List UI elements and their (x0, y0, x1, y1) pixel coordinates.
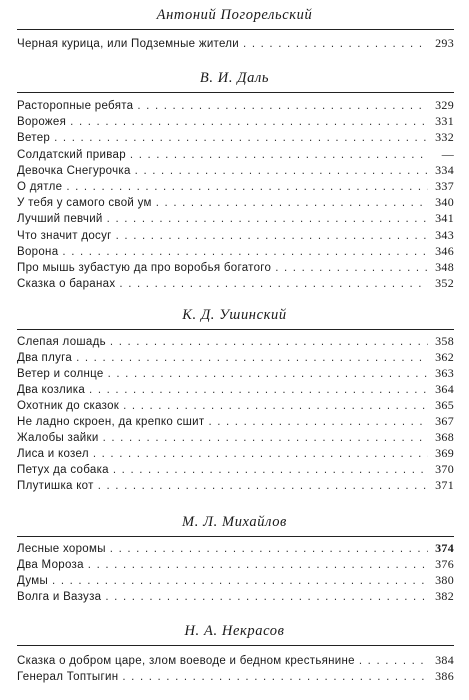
entry-page: 362 (435, 350, 454, 364)
entry-page: 376 (435, 557, 454, 571)
section-divider (17, 92, 454, 93)
toc-entry (17, 381, 454, 397)
leader-dots (103, 430, 428, 446)
leader-dots (243, 36, 428, 52)
entry-page: 329 (435, 98, 454, 112)
entry-title: Ветер (17, 132, 51, 144)
entry-title: Солдатский привар (17, 149, 126, 161)
entry-title: Два плуга (17, 352, 73, 364)
toc-entry (17, 397, 454, 413)
leader-dots (123, 398, 428, 414)
entry-title: Генерал Топтыгин (17, 671, 119, 683)
leader-dots (76, 350, 428, 366)
leader-dots (122, 669, 428, 685)
leader-dots (135, 163, 428, 179)
leader-dots (116, 228, 428, 244)
section-divider (17, 536, 454, 537)
leader-dots (108, 366, 428, 382)
entry-page: 332 (435, 130, 454, 144)
entry-title: Два козлика (17, 384, 86, 396)
entry-page: 337 (435, 179, 454, 193)
toc-entry (17, 572, 454, 588)
entry-title: Ветер и солнце (17, 368, 104, 380)
toc-entry (17, 146, 454, 162)
toc-entry (17, 97, 454, 113)
toc-entry (17, 129, 454, 145)
entry-title: Жалобы зайки (17, 432, 99, 444)
author-heading-pogorelsky: Антоний Погорельский (156, 7, 313, 23)
entry-page: 386 (435, 669, 454, 683)
author-heading-mikhailov: М. Л. Михайлов (182, 514, 287, 530)
toc-entry (17, 461, 454, 477)
leader-dots (110, 541, 428, 557)
leader-dots (105, 589, 428, 605)
entry-title: Плутишка кот (17, 480, 94, 492)
entry-title: Лучший певчий (17, 213, 103, 225)
entry-page: 340 (435, 195, 454, 209)
entry-page: 365 (435, 398, 454, 412)
leader-dots (62, 244, 428, 260)
entry-title: Лиса и козел (17, 448, 89, 460)
entry-page: 334 (435, 163, 454, 177)
leader-dots (107, 211, 428, 227)
toc-entry (17, 556, 454, 572)
toc-entry (17, 162, 454, 178)
section-divider (17, 29, 454, 30)
entry-page: 370 (435, 462, 454, 476)
entry-title: Лесные хоромы (17, 543, 106, 555)
leader-dots (98, 478, 428, 494)
entry-page: 293 (435, 36, 454, 50)
entry-page: 374 (435, 541, 454, 555)
entry-page: — (441, 147, 454, 161)
toc-entry (17, 413, 454, 429)
toc-entry (17, 540, 454, 556)
entry-title: Слепая лошадь (17, 336, 106, 348)
leader-dots (89, 382, 428, 398)
entry-page: 384 (435, 653, 454, 667)
entry-page: 343 (435, 228, 454, 242)
entry-page: 352 (435, 276, 454, 290)
entry-title: У тебя у самого свой ум (17, 197, 152, 209)
toc-entry (17, 275, 454, 291)
entry-page: 380 (435, 573, 454, 587)
leader-dots (88, 557, 428, 573)
toc-entry (17, 477, 454, 493)
leader-dots (275, 260, 428, 276)
toc-entry (17, 194, 454, 210)
leader-dots (137, 98, 428, 114)
toc-entry (17, 429, 454, 445)
leader-dots (52, 573, 428, 589)
entry-title: Ворожея (17, 116, 67, 128)
author-heading-dal: В. И. Даль (199, 70, 270, 86)
toc-entry (17, 588, 454, 604)
toc-entry (17, 227, 454, 243)
entry-page: 346 (435, 244, 454, 258)
entry-page: 341 (435, 211, 454, 225)
leader-dots (119, 276, 428, 292)
entry-page: 348 (435, 260, 454, 274)
toc-entry (17, 445, 454, 461)
toc-entry (17, 243, 454, 259)
entry-title: Черная курица, или Подземные жители (17, 38, 240, 50)
toc-entry (17, 333, 454, 349)
entry-title: Не ладно скроен, да крепко сшит (17, 416, 205, 428)
leader-dots (359, 653, 428, 669)
leader-dots (66, 179, 428, 195)
entry-title: Сказка о баранах (17, 278, 116, 290)
entry-title: Два Мороза (17, 559, 84, 571)
entry-title: Сказка о добром царе, злом воеводе и бедном крестьянине (17, 655, 355, 667)
toc-entry (17, 668, 454, 684)
toc-entry (17, 113, 454, 129)
leader-dots (130, 147, 428, 163)
toc-entry (17, 35, 454, 51)
entry-page: 368 (435, 430, 454, 444)
entry-title: Ворона (17, 246, 59, 258)
toc-entry (17, 349, 454, 365)
entry-page: 367 (435, 414, 454, 428)
entry-page: 358 (435, 334, 454, 348)
entry-title: О дятле (17, 181, 63, 193)
leader-dots (156, 195, 428, 211)
toc-entry (17, 652, 454, 668)
toc-entry (17, 259, 454, 275)
entry-page: 382 (435, 589, 454, 603)
entry-title: Расторопные ребята (17, 100, 134, 112)
leader-dots (110, 334, 428, 350)
entry-title: Что значит досуг (17, 230, 112, 242)
entry-title: Думы (17, 575, 49, 587)
entry-page: 371 (435, 478, 454, 492)
leader-dots (54, 130, 428, 146)
entry-page: 364 (435, 382, 454, 396)
section-divider (17, 329, 454, 330)
entry-title: Волга и Вазуза (17, 591, 102, 603)
toc-entry (17, 178, 454, 194)
leader-dots (93, 446, 428, 462)
section-divider (17, 645, 454, 646)
toc-entry (17, 365, 454, 381)
leader-dots (70, 114, 428, 130)
leader-dots (113, 462, 428, 478)
author-heading-ushinsky: К. Д. Ушинский (182, 307, 287, 323)
toc-entry (17, 210, 454, 226)
entry-page: 369 (435, 446, 454, 460)
entry-page: 331 (435, 114, 454, 128)
entry-page: 363 (435, 366, 454, 380)
entry-title: Про мышь зубастую да про воробья богатого (17, 262, 272, 274)
leader-dots (208, 414, 428, 430)
entry-title: Девочка Снегурочка (17, 165, 131, 177)
entry-title: Петух да собака (17, 464, 109, 476)
entry-title: Охотник до сказок (17, 400, 120, 412)
author-heading-nekrasov: Н. А. Некрасов (184, 623, 285, 639)
